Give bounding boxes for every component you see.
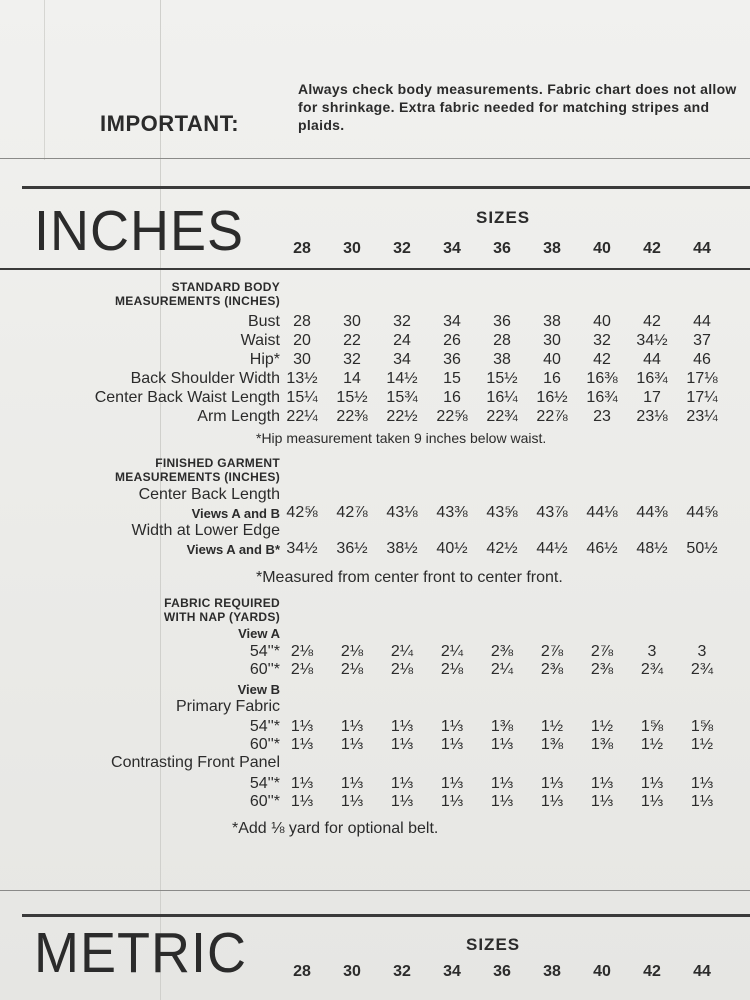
table-cell: 38½ [386,540,418,557]
table-cell: 1⅓ [340,793,364,810]
table-cell: 14½ [386,370,418,387]
table-cell: 40 [593,313,611,330]
table-cell: 1⅓ [390,775,414,792]
row-label: 60''* [249,793,280,810]
table-cell: 3 [647,643,657,660]
sizes-label: SIZES [466,935,521,954]
size-column-header: 44 [693,963,711,980]
heading-line: STANDARD BODY [171,280,280,294]
table-cell: 2⅛ [290,661,314,678]
table-cell: 1⅓ [340,736,364,753]
size-column-header: 34 [443,240,461,257]
table-cell: 34½ [286,540,318,557]
inches-title: INCHES [34,199,245,263]
table-cell: 24 [393,332,411,349]
table-cell: 3 [697,643,707,660]
table-cell: 43⅞ [536,504,568,521]
table-cell: 28 [493,332,511,349]
table-cell: 2¼ [440,643,464,660]
table-cell: 42⅞ [336,504,368,521]
table-cell: 1⅓ [290,718,314,735]
table-cell: 2⅛ [290,643,314,660]
table-cell: 16 [443,389,461,406]
primary-fabric-label: Primary Fabric [175,698,280,715]
width-lower-edge-label: Width at Lower Edge [131,522,280,539]
divider [22,186,750,189]
table-cell: 17¼ [686,389,718,406]
table-cell: 42 [593,351,611,368]
table-cell: 1⅓ [440,718,464,735]
table-cell: 22¼ [286,408,318,425]
table-cell: 15¾ [386,389,418,406]
table-cell: 17 [643,389,661,406]
table-cell: 23¼ [686,408,718,425]
table-cell: 43⅝ [486,504,518,521]
table-cell: 36½ [336,540,368,557]
table-cell: 1⅓ [290,736,314,753]
row-label: 60''* [249,661,280,678]
table-cell: 16½ [536,389,568,406]
table-cell: 20 [293,332,311,349]
table-cell: 16¾ [586,389,618,406]
table-cell: 1⅝ [690,718,714,735]
size-column-header: 44 [693,240,711,257]
table-cell: 34 [393,351,411,368]
view-b-label: View B [237,682,280,697]
size-column-header: 42 [643,963,661,980]
size-column-header: 40 [593,963,611,980]
table-cell: 2¾ [690,661,714,678]
table-cell: 50½ [686,540,718,557]
size-column-header: 32 [393,240,411,257]
size-column-header: 30 [343,963,361,980]
size-column-header: 28 [293,963,311,980]
table-cell: 1⅓ [440,775,464,792]
size-column-header: 36 [493,240,511,257]
table-cell: 1⅓ [440,793,464,810]
table-cell: 2⅞ [540,643,564,660]
table-cell: 44 [643,351,661,368]
row-label: 54''* [249,775,280,792]
row-label: 60''* [249,736,280,753]
table-cell: 2⅛ [340,661,364,678]
table-row [0,351,750,370]
table-cell: 1½ [590,718,614,735]
table-cell: 1⅓ [290,775,314,792]
table-cell: 1⅓ [290,793,314,810]
table-cell: 34 [443,313,461,330]
table-cell: 14 [343,370,361,387]
row-label: Center Back Waist Length [94,389,280,406]
heading-line: FINISHED GARMENT [155,456,280,470]
table-cell: 1⅓ [340,718,364,735]
metric-title: METRIC [34,921,247,985]
view-a-label: View A [238,626,280,641]
table-cell: 22⅜ [336,408,368,425]
sizes-label: SIZES [476,208,531,227]
table-cell: 22¾ [486,408,518,425]
table-cell: 32 [393,313,411,330]
table-row [0,370,750,389]
table-cell: 2⅞ [590,643,614,660]
table-cell: 1⅜ [540,736,564,753]
divider [0,268,750,270]
finished-footnote: *Measured from center front to center front. [256,569,563,586]
table-cell: 46 [693,351,711,368]
size-column-header: 38 [543,240,561,257]
table-cell: 1⅜ [590,736,614,753]
belt-footnote: *Add ⅛ yard for optional belt. [232,820,439,837]
table-cell: 44⅛ [586,504,618,521]
table-cell: 44 [693,313,711,330]
table-cell: 1½ [640,736,664,753]
table-cell: 2⅛ [390,661,414,678]
table-cell: 38 [493,351,511,368]
center-back-length-label: Center Back Length [138,486,280,503]
table-cell: 1⅜ [490,718,514,735]
size-column-header: 38 [543,963,561,980]
table-cell: 17⅛ [686,370,718,387]
row-label: 54''* [249,718,280,735]
row-label: Arm Length [197,408,280,425]
row-label: Views A and B [191,506,280,521]
divider [0,158,750,159]
table-row [0,313,750,332]
table-cell: 43⅛ [386,504,418,521]
table-cell: 30 [293,351,311,368]
size-column-header: 32 [393,963,411,980]
table-cell: 15½ [336,389,368,406]
table-cell: 2⅜ [540,661,564,678]
size-column-header: 42 [643,240,661,257]
size-column-header: 28 [293,240,311,257]
finished-garment-heading [115,456,280,484]
table-cell: 37 [693,332,711,349]
table-cell: 48½ [636,540,668,557]
table-cell: 30 [543,332,561,349]
table-row [0,736,750,755]
table-cell: 1⅓ [690,793,714,810]
table-cell: 1⅓ [390,736,414,753]
table-cell: 16⅜ [586,370,618,387]
table-cell: 2⅛ [440,661,464,678]
table-cell: 16 [543,370,561,387]
table-row [0,332,750,351]
table-cell: 42½ [486,540,518,557]
table-row [0,389,750,408]
table-cell: 1½ [690,736,714,753]
table-cell: 22⅞ [536,408,568,425]
table-row [0,775,750,794]
contrasting-front-panel-label: Contrasting Front Panel [111,754,280,771]
row-label: Waist [240,332,280,349]
table-cell: 23⅛ [636,408,668,425]
table-cell: 32 [593,332,611,349]
size-column-header: 36 [493,963,511,980]
table-row [0,643,750,662]
divider [22,914,750,917]
table-row [0,540,750,559]
table-cell: 22 [343,332,361,349]
table-row [0,661,750,680]
table-cell: 42⅝ [286,504,318,521]
divider [0,890,750,891]
table-row [0,504,750,523]
row-label: Back Shoulder Width [130,370,280,387]
row-label: 54''* [249,643,280,660]
table-cell: 16¼ [486,389,518,406]
table-cell: 1⅓ [540,775,564,792]
table-cell: 2¼ [490,661,514,678]
table-cell: 36 [443,351,461,368]
table-cell: 1⅓ [490,775,514,792]
fabric-required-heading [164,596,280,624]
table-cell: 1⅓ [390,793,414,810]
body-measurements-heading [115,280,280,308]
table-cell: 23 [593,408,611,425]
table-cell: 1⅓ [490,793,514,810]
table-cell: 1⅓ [340,775,364,792]
table-cell: 1⅓ [440,736,464,753]
table-cell: 40 [543,351,561,368]
table-cell: 2⅛ [340,643,364,660]
fold-line [44,0,45,160]
table-cell: 1⅓ [690,775,714,792]
table-cell: 1⅝ [640,718,664,735]
size-column-header: 40 [593,240,611,257]
table-cell: 32 [343,351,361,368]
table-cell: 46½ [586,540,618,557]
table-cell: 22⅝ [436,408,468,425]
table-cell: 13½ [286,370,318,387]
table-cell: 2¾ [640,661,664,678]
table-cell: 34½ [636,332,668,349]
table-cell: 22½ [386,408,418,425]
row-label: Bust [247,313,280,330]
table-cell: 1⅓ [390,718,414,735]
heading-line: FABRIC REQUIRED [164,596,280,610]
table-row [0,793,750,812]
table-cell: 26 [443,332,461,349]
table-cell: 15½ [486,370,518,387]
table-cell: 1⅓ [640,793,664,810]
table-cell: 43⅜ [436,504,468,521]
size-column-header: 30 [343,240,361,257]
table-cell: 15¼ [286,389,318,406]
table-cell: 1⅓ [640,775,664,792]
row-label: Views A and B* [186,542,280,557]
table-cell: 1⅓ [490,736,514,753]
heading-line: MEASUREMENTS (INCHES) [115,470,280,484]
size-column-header: 34 [443,963,461,980]
table-cell: 2⅜ [490,643,514,660]
table-cell: 28 [293,313,311,330]
table-cell: 1⅓ [590,793,614,810]
table-cell: 1⅓ [590,775,614,792]
table-cell: 30 [343,313,361,330]
row-label: Hip* [249,351,280,368]
table-cell: 2⅜ [590,661,614,678]
heading-line: WITH NAP (YARDS) [163,610,280,624]
table-cell: 42 [643,313,661,330]
table-cell: 16¾ [636,370,668,387]
important-label: IMPORTANT: [100,111,240,136]
table-cell: 1½ [540,718,564,735]
heading-line: MEASUREMENTS (INCHES) [115,294,280,308]
table-cell: 44⅜ [636,504,668,521]
table-row [0,408,750,427]
table-cell: 1⅓ [540,793,564,810]
table-cell: 15 [443,370,461,387]
table-cell: 38 [543,313,561,330]
table-cell: 40½ [436,540,468,557]
table-cell: 44½ [536,540,568,557]
table-cell: 44⅝ [686,504,718,521]
hip-footnote: *Hip measurement taken 9 inches below waist. [256,430,547,446]
table-cell: 2¼ [390,643,414,660]
important-note: Always check body measurements. Fabric chart does not allow for shrinkage. Extra fabric needed for matching stripes and plaids. [298,81,737,133]
table-cell: 36 [493,313,511,330]
table-row [0,718,750,737]
